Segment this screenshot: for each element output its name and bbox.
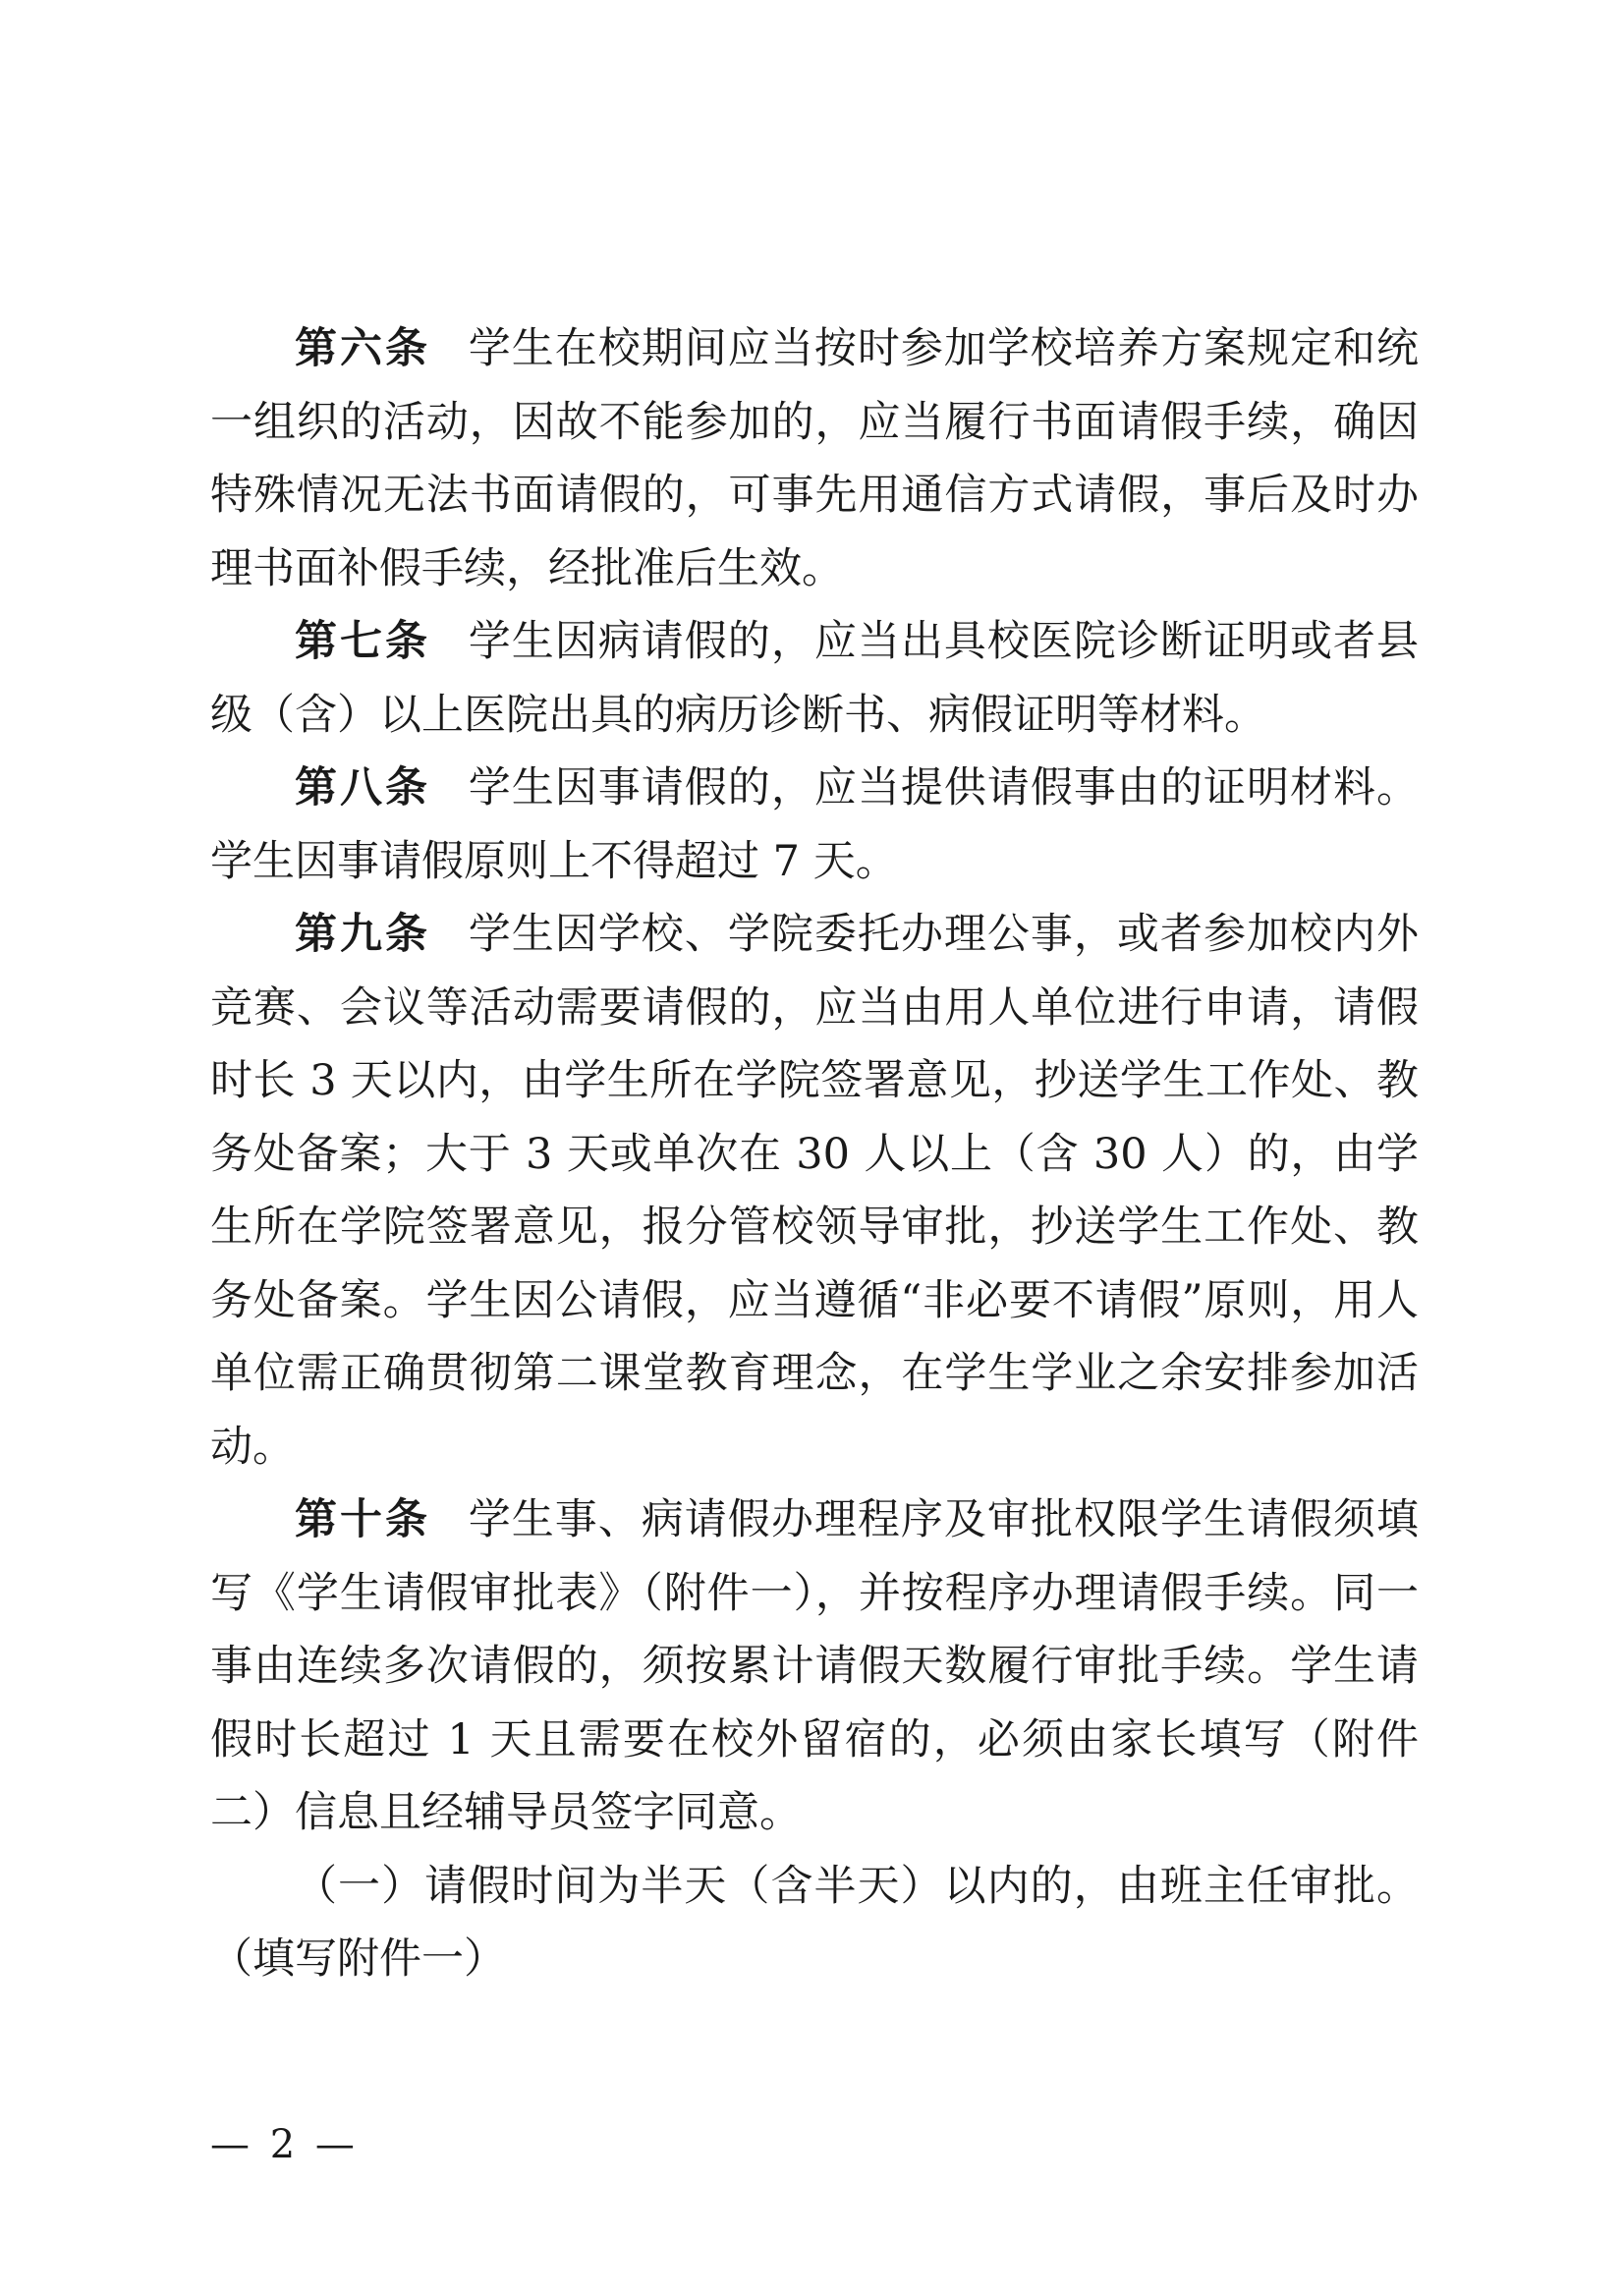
- article-text: 学生在校期间应当按时参加学校培养方案规定和统一组织的活动，因故不能参加的，应当履行书面请假手续，确因特殊情况无法书面请假的，可事先用通信方式请假，事后及时办理书面补假手续，经批准后生效。: [210, 324, 1420, 593]
- article-text: 学生因病请假的，应当出具校医院诊断证明或者县级（含）以上医院出具的病历诊断书、病假证明等材料。: [210, 617, 1420, 740]
- article-text: 学生因学校、学院委托办理公事，或者参加校内外竞赛、会议等活动需要请假的，应当由用人单位进行申请，请假时长 3 天以内，由学生所在学院签署意见，抄送学生工作处、教务处备案；大于 3 天或单次在 30 人以上（含 30 人）的，由学生所在学院签署意见，报分管校领导审批，抄送学生工作处、教务处备案。学生因公请假，应当遵循“非必要不请假”原则，用人单位需正确贯彻第二课堂教育理念，在学生学业之余安排参加活动。: [210, 910, 1420, 1472]
- page-number: — 2 —: [210, 2122, 359, 2167]
- article-text: 学生事、病请假办理程序及审批权限学生请假须填写《学生请假审批表》（附件一），并按程序办理请假手续。同一事由连续多次请假的，须按累计请假天数履行审批手续。学生请假时长超过 1 天且需要在校外留宿的，必须由家长填写（附件二）信息且经辅导员签字同意。: [210, 1495, 1420, 1837]
- article-title: 第七条: [295, 617, 431, 666]
- article-6: [210, 312, 1419, 605]
- article-title: 第九条: [295, 910, 431, 959]
- article-9: [210, 898, 1419, 1484]
- article-title: 第八条: [295, 763, 431, 812]
- article-title: 第十条: [295, 1495, 431, 1544]
- article-10: [210, 1484, 1419, 1850]
- article-text: 学生因事请假的，应当提供请假事由的证明材料。学生因事请假原则上不得超过 7 天。: [210, 763, 1420, 886]
- article-7: [210, 605, 1419, 752]
- article-8: [210, 752, 1419, 898]
- article-title: 第六条: [295, 324, 431, 373]
- clause-item-one: （一）请假时间为半天（含半天）以内的，由班主任审批。（填写附件一）: [210, 1861, 1419, 1984]
- document-body: [210, 312, 1419, 1996]
